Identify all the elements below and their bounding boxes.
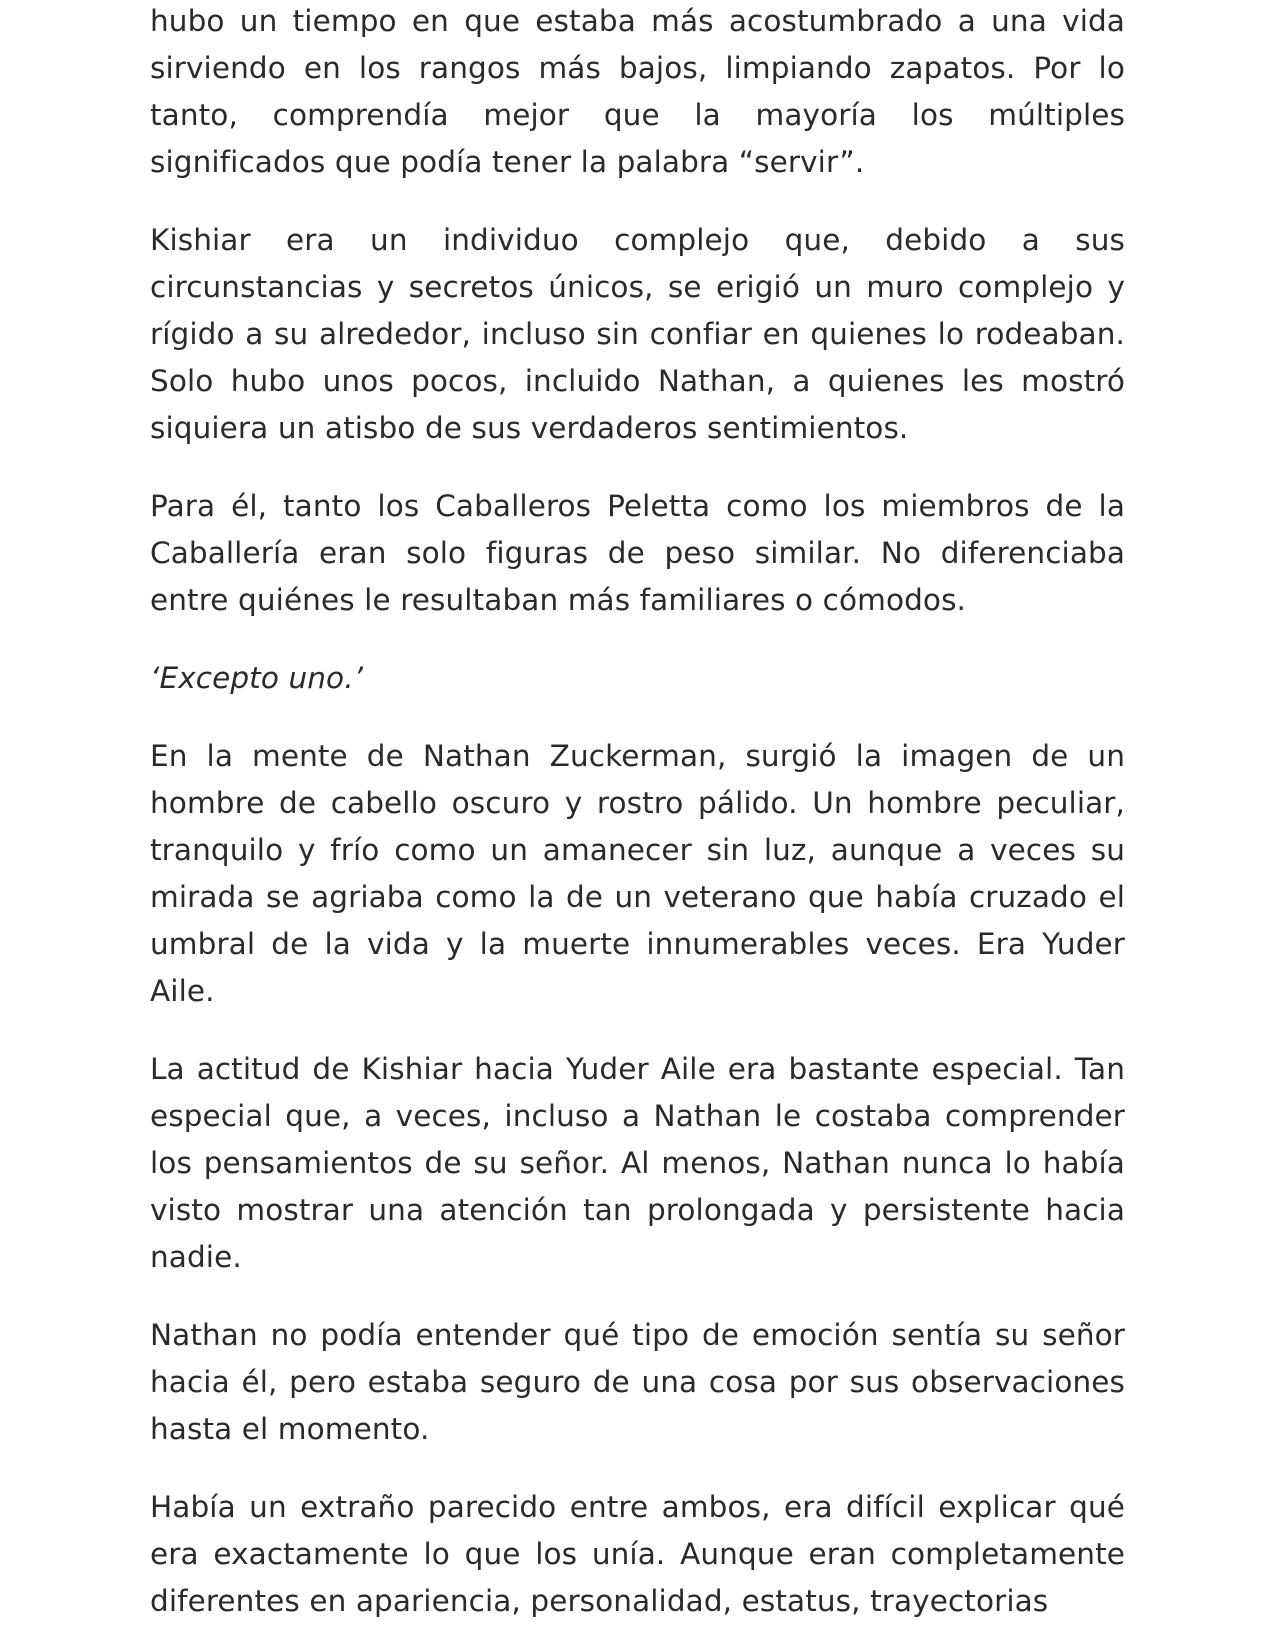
- paragraph-4-italic-thought: ‘Excepto uno.’: [150, 661, 364, 695]
- paragraph-6: La actitud de Kishiar hacia Yuder Aile era bastante especial. Tan especial que, a veces, incluso a Nathan le costaba comprender los pensamientos de su señor. Al menos, Nathan nunca lo había visto mostrar una atención tan prolongada y persistente hacia nadie.: [150, 1052, 1125, 1274]
- paragraph-5: En la mente de Nathan Zuckerman, surgió la imagen de un hombre de cabello oscuro y rostro pálido. Un hombre peculiar, tranquilo y frío como un amanecer sin luz, aunque a veces su mirada se agriaba como la de un veterano que había cruzado el umbral de la vida y la muerte innumerables veces. Era Yuder Aile.: [150, 739, 1125, 1008]
- paragraph-3: Para él, tanto los Caballeros Peletta como los miembros de la Caballería eran solo figuras de peso similar. No diferenciaba entre quiénes le resultaban más familiares o cómodos.: [150, 489, 1125, 617]
- paragraph-1: hubo un tiempo en que estaba más acostumbrado a una vida sirviendo en los rangos más bajos, limpiando zapatos. Por lo tanto, comprendía mejor que la mayoría los múltiples significados que podía tener la palabra “servir”.: [150, 4, 1125, 179]
- document-page: [150, 0, 1125, 1650]
- paragraph-2: Kishiar era un individuo complejo que, debido a sus circunstancias y secretos únicos, se erigió un muro complejo y rígido a su alrededor, incluso sin confiar en quienes lo rodeaban. Solo hubo unos pocos, incluido Nathan, a quienes les mostró siquiera un atisbo de sus verdaderos sentimientos.: [150, 223, 1125, 445]
- paragraph-8: Había un extraño parecido entre ambos, era difícil explicar qué era exactamente lo que los unía. Aunque eran completamente diferentes en apariencia, personalidad, estatus, trayectorias: [150, 1490, 1125, 1618]
- paragraph-7: Nathan no podía entender qué tipo de emoción sentía su señor hacia él, pero estaba seguro de una cosa por sus observaciones hasta el momento.: [150, 1318, 1125, 1446]
